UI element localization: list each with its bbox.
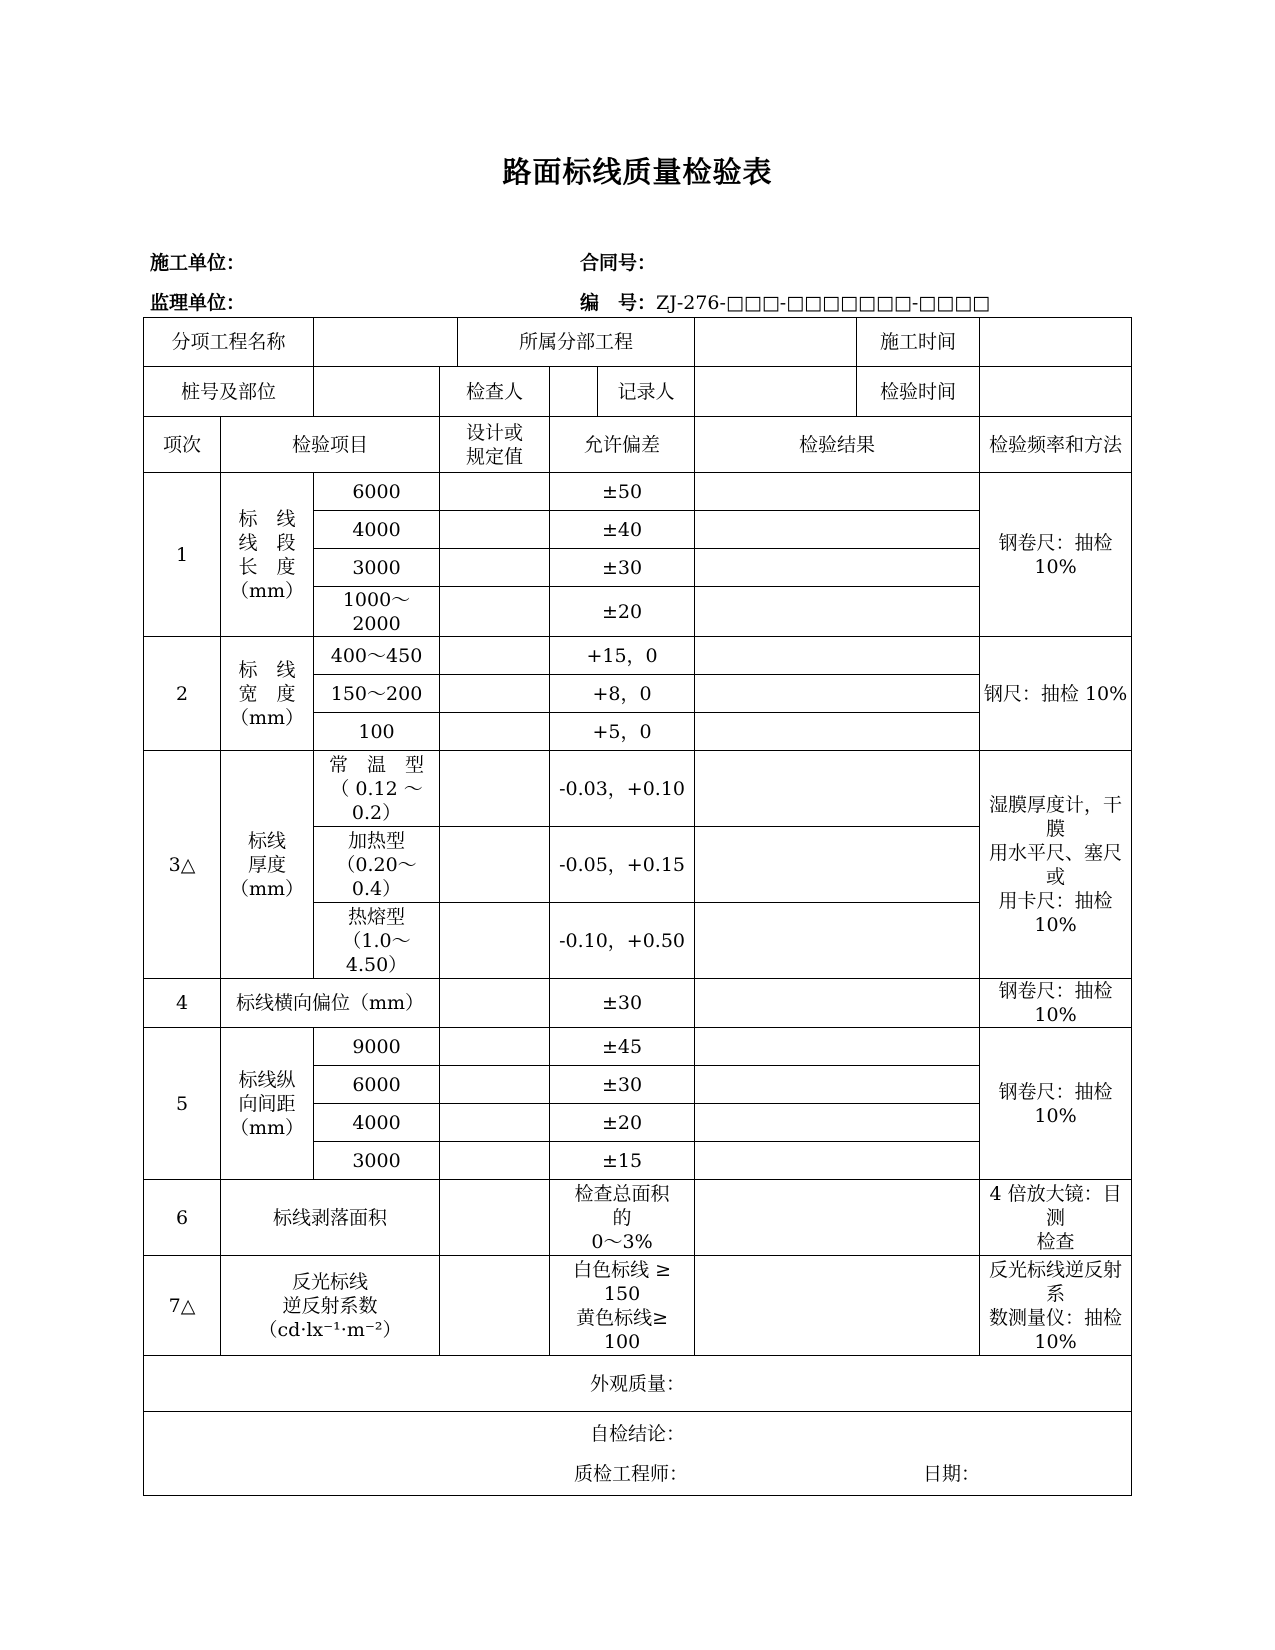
result-field[interactable] xyxy=(695,903,980,979)
item-name: 标线 厚度 （mm） xyxy=(221,751,314,979)
design-field[interactable] xyxy=(440,1104,550,1142)
division-label: 所属分部工程 xyxy=(458,318,695,367)
design-field[interactable] xyxy=(440,979,550,1028)
result-field[interactable] xyxy=(695,1142,980,1180)
tolerance-value: 白色标线 ≥ 150 黄色标线≥ 100 xyxy=(550,1256,695,1356)
table-row xyxy=(144,1256,1132,1356)
col-result: 检验结果 xyxy=(695,417,980,473)
spec-value: 9000 xyxy=(314,1028,440,1066)
tolerance-value: ±45 xyxy=(550,1028,695,1066)
self-check-conclusion[interactable] xyxy=(144,1412,1132,1496)
spec-value: 150～200 xyxy=(314,675,440,713)
conclusion-row xyxy=(144,1412,1132,1496)
col-method: 检验频率和方法 xyxy=(980,417,1132,473)
tolerance-value: +15，0 xyxy=(550,637,695,675)
inspector-field[interactable] xyxy=(550,367,598,417)
item-no: 4 xyxy=(144,979,221,1028)
result-field[interactable] xyxy=(695,979,980,1028)
spec-value: 400～450 xyxy=(314,637,440,675)
result-field[interactable] xyxy=(695,637,980,675)
result-field[interactable] xyxy=(695,1066,980,1104)
table-row xyxy=(144,1180,1132,1256)
tolerance-value: ±30 xyxy=(550,549,695,587)
method-text: 钢卷尺：抽检 10% xyxy=(980,473,1132,637)
tolerance-value: -0.10，+0.50 xyxy=(550,903,695,979)
design-field[interactable] xyxy=(440,1028,550,1066)
appearance-row xyxy=(144,1356,1132,1412)
result-field[interactable] xyxy=(695,675,980,713)
design-field[interactable] xyxy=(440,549,550,587)
item-name: 标 线 线 段 长 度 （mm） xyxy=(221,473,314,637)
method-text: 4 倍放大镜：目测 检查 xyxy=(980,1180,1132,1256)
tolerance-value: -0.05，+0.15 xyxy=(550,827,695,903)
date-label: 日期： xyxy=(923,1462,981,1485)
inspection-time-label: 检验时间 xyxy=(857,367,980,417)
method-text: 钢卷尺：抽检 10% xyxy=(980,979,1132,1028)
design-field[interactable] xyxy=(440,511,550,549)
station-field[interactable] xyxy=(314,367,440,417)
spec-value: 3000 xyxy=(314,1142,440,1180)
spec-value: 6000 xyxy=(314,473,440,511)
design-field[interactable] xyxy=(440,637,550,675)
result-field[interactable] xyxy=(695,1256,980,1356)
method-text: 反光标线逆反射系 数测量仪：抽检 10% xyxy=(980,1256,1132,1356)
tolerance-value: ±30 xyxy=(550,979,695,1028)
construction-time-label: 施工时间 xyxy=(857,318,980,367)
inspector-label: 检查人 xyxy=(440,367,550,417)
recorder-field[interactable] xyxy=(695,367,857,417)
info-row-1 xyxy=(144,318,1132,367)
contract-no-label: 合同号： xyxy=(580,252,657,274)
item-no: 6 xyxy=(144,1180,221,1256)
item-name: 标线剥落面积 xyxy=(221,1180,440,1256)
result-field[interactable] xyxy=(695,587,980,637)
table-row xyxy=(144,751,1132,827)
col-item: 检验项目 xyxy=(221,417,440,473)
column-header-row xyxy=(144,417,1132,473)
result-field[interactable] xyxy=(695,751,980,827)
table-row xyxy=(144,473,1132,511)
method-text: 钢尺：抽检 10% xyxy=(980,637,1132,751)
item-no: 7△ xyxy=(144,1256,221,1356)
serial-code: ZJ-276-□□□-□□□□□□□-□□□□ xyxy=(656,292,991,314)
item-no: 3△ xyxy=(144,751,221,979)
spec-value: 3000 xyxy=(314,549,440,587)
inspection-table xyxy=(143,317,1132,1496)
design-field[interactable] xyxy=(440,713,550,751)
design-field[interactable] xyxy=(440,751,550,827)
col-design: 设计或 规定值 xyxy=(440,417,550,473)
item-name: 标 线 宽 度 （mm） xyxy=(221,637,314,751)
table-row xyxy=(144,979,1132,1028)
result-field[interactable] xyxy=(695,827,980,903)
table-row xyxy=(144,637,1132,675)
result-field[interactable] xyxy=(695,1028,980,1066)
item-name: 反光标线 逆反射系数 （cd·lx⁻¹·m⁻²） xyxy=(221,1256,440,1356)
tolerance-value: ±50 xyxy=(550,473,695,511)
col-tolerance: 允许偏差 xyxy=(550,417,695,473)
tolerance-value: 检查总面积 的 0～3% xyxy=(550,1180,695,1256)
tolerance-value: ±15 xyxy=(550,1142,695,1180)
sub-item-name-label: 分项工程名称 xyxy=(144,318,314,367)
tolerance-value: ±40 xyxy=(550,511,695,549)
result-field[interactable] xyxy=(695,473,980,511)
sub-item-name-field[interactable] xyxy=(314,318,458,367)
serial-label: 编 号： xyxy=(580,292,657,314)
construction-time-field[interactable] xyxy=(980,318,1132,367)
design-field[interactable] xyxy=(440,1180,550,1256)
supervision-unit-label: 监理单位： xyxy=(150,292,246,314)
conclusion-label: 自检结论： xyxy=(590,1422,686,1445)
method-text: 湿膜厚度计，干膜 用水平尺、塞尺或 用卡尺：抽检 10% xyxy=(980,751,1132,979)
info-row-2 xyxy=(144,367,1132,417)
spec-value: 4000 xyxy=(314,511,440,549)
tolerance-value: +8，0 xyxy=(550,675,695,713)
result-field[interactable] xyxy=(695,713,980,751)
col-no: 项次 xyxy=(144,417,221,473)
spec-value: 热熔型 （1.0～ 4.50） xyxy=(314,903,440,979)
table-row xyxy=(144,1028,1132,1066)
item-name: 标线纵 向间距 （mm） xyxy=(221,1028,314,1180)
division-field[interactable] xyxy=(695,318,857,367)
result-field[interactable] xyxy=(695,1104,980,1142)
design-field[interactable] xyxy=(440,1256,550,1356)
design-field[interactable] xyxy=(440,1066,550,1104)
design-field[interactable] xyxy=(440,587,550,637)
engineer-label: 质检工程师： xyxy=(574,1462,689,1485)
design-field[interactable] xyxy=(440,1142,550,1180)
design-field[interactable] xyxy=(440,675,550,713)
tolerance-value: -0.03，+0.10 xyxy=(550,751,695,827)
design-field[interactable] xyxy=(440,473,550,511)
page-title: 路面标线质量检验表 xyxy=(502,155,773,189)
tolerance-value: ±30 xyxy=(550,1066,695,1104)
design-field[interactable] xyxy=(440,827,550,903)
result-field[interactable] xyxy=(695,1180,980,1256)
appearance-label: 外观质量： xyxy=(590,1372,686,1395)
appearance-quality[interactable] xyxy=(144,1356,1132,1412)
item-no: 5 xyxy=(144,1028,221,1180)
serial-number xyxy=(580,288,990,315)
spec-value: 4000 xyxy=(314,1104,440,1142)
spec-value: 100 xyxy=(314,713,440,751)
result-field[interactable] xyxy=(695,549,980,587)
item-no: 2 xyxy=(144,637,221,751)
result-field[interactable] xyxy=(695,511,980,549)
item-name: 标线横向偏位（mm） xyxy=(221,979,440,1028)
spec-value: 常 温 型 （ 0.12 ～ 0.2） xyxy=(314,751,440,827)
station-label: 桩号及部位 xyxy=(144,367,314,417)
design-field[interactable] xyxy=(440,903,550,979)
tolerance-value: ±20 xyxy=(550,1104,695,1142)
spec-value: 1000～ 2000 xyxy=(314,587,440,637)
tolerance-value: ±20 xyxy=(550,587,695,637)
inspection-time-field[interactable] xyxy=(980,367,1132,417)
recorder-label: 记录人 xyxy=(598,367,695,417)
item-no: 1 xyxy=(144,473,221,637)
tolerance-value: +5，0 xyxy=(550,713,695,751)
spec-value: 6000 xyxy=(314,1066,440,1104)
method-text: 钢卷尺：抽检 10% xyxy=(980,1028,1132,1180)
construction-unit-label: 施工单位： xyxy=(150,252,246,274)
spec-value: 加热型 （0.20～ 0.4） xyxy=(314,827,440,903)
